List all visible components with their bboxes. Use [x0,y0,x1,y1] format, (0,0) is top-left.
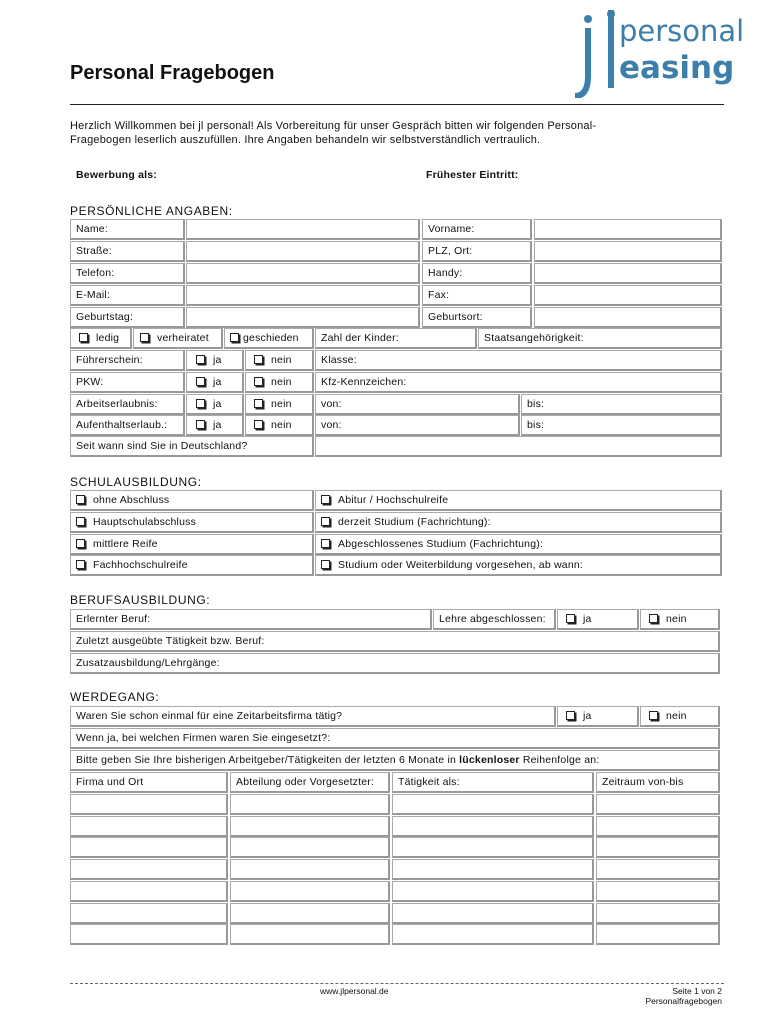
werdegang-row-6-abteilung-field[interactable] [230,903,390,924]
zusatz-label: Zusatzausbildung/Lehrgänge: [76,657,220,669]
col-firma-label: Firma und Ort [76,776,144,788]
bitte-text [76,754,599,766]
werdegang-row-7-taetigkeit-field[interactable] [392,924,594,945]
kfz-label: Kfz-Kennzeichen: [321,376,407,388]
checkbox-icon[interactable] [649,711,658,720]
werdegang-row-6-taetigkeit-field[interactable] [392,903,594,924]
checkbox-icon[interactable] [321,517,330,526]
verheiratet-label: verheiratet [157,332,209,344]
geburtsort-label-cell [422,307,532,328]
nein-label: nein [271,354,292,366]
schule-left-2-cell[interactable] [70,512,314,533]
logo [575,10,760,98]
lehre-nein-cell[interactable] [640,609,720,630]
arbeitserlaubnis-von-cell[interactable] [315,394,520,415]
section-werdegang-heading: WERDEGANG: [70,690,160,704]
email-label-cell [70,285,185,306]
footer-doc: Personalfragebogen [645,996,722,1006]
staat-cell[interactable] [478,328,722,349]
geschieden-label: geschieden [243,332,299,344]
werdegang-row-3-taetigkeit-field[interactable] [392,837,594,858]
schule-right-1-option[interactable] [321,494,448,506]
bitte-text-bold: lückenloser [459,754,520,766]
nein-label: nein [666,613,687,625]
handy-field[interactable] [534,263,722,284]
werdegang-row-7-firma-field[interactable] [70,924,228,945]
checkbox-icon[interactable] [649,614,658,623]
aufenthalt-nein-cell[interactable] [245,415,314,436]
aufenthalt-label-cell [70,415,185,436]
col-taetigkeit-header [392,772,594,793]
firmen-cell[interactable] [70,728,720,749]
kfz-cell[interactable] [315,372,722,393]
werdegang-row-5-firma-field[interactable] [70,881,228,902]
werdegang-row-6-firma-field[interactable] [70,903,228,924]
checkbox-icon[interactable] [230,333,239,342]
aufenthalt-von-cell[interactable] [315,415,520,436]
deutschland-label: Seit wann sind Sie in Deutschland? [76,440,248,452]
checkbox-icon[interactable] [254,399,263,408]
checkbox-icon[interactable] [566,711,575,720]
fuehrerschein-label: Führerschein: [76,354,143,366]
schule-left-3-option[interactable] [76,538,158,550]
ja-label: ja [213,354,222,366]
schule-right-2-label: derzeit Studium (Fachrichtung): [338,516,491,528]
lehre-label-cell [433,609,556,630]
ja-label: ja [583,613,592,625]
werdegang-row-4-taetigkeit-field[interactable] [392,859,594,880]
checkbox-icon[interactable] [254,377,263,386]
checkbox-icon[interactable] [321,560,330,569]
werdegang-row-2-firma-field[interactable] [70,816,228,837]
deutschland-label-cell [70,436,314,457]
fuehrerschein-nein-option[interactable] [254,354,292,366]
schule-left-2-label: Hauptschulabschluss [93,516,197,528]
aufenthalt-bis-cell[interactable] [521,415,722,436]
staat-label: Staatsangehörigkeit: [484,332,584,344]
aufenthalt-label: Aufenthaltserlaub.: [76,419,168,431]
ja-label: ja [213,398,222,410]
checkbox-icon[interactable] [321,539,330,548]
lehre-ja-cell[interactable] [557,609,639,630]
arbeitserlaubnis-ja-option[interactable] [196,398,222,410]
kinder-label: Zahl der Kinder: [321,332,399,344]
arbeitserlaubnis-bis-cell[interactable] [521,394,722,415]
zusatz-cell[interactable] [70,653,720,674]
footer-page: Seite 1 von 2 [672,986,722,996]
werdegang-row-1-taetigkeit-field[interactable] [392,794,594,815]
schule-right-4-option[interactable] [321,559,583,571]
plz-label-cell [422,241,532,262]
fuehrerschein-label-cell [70,350,185,371]
arbeitserlaubnis-label: Arbeitserlaubnis: [76,398,158,410]
pkw-nein-option[interactable] [254,376,292,388]
deutschland-field[interactable] [315,436,722,457]
bitte-cell [70,750,720,771]
checkbox-icon[interactable] [196,420,205,429]
col-zeitraum-label: Zeitraum von-bis [602,776,684,788]
strasse-label: Straße: [76,245,112,257]
vorname-label-cell [422,219,532,240]
checkbox-icon[interactable] [76,495,85,504]
lehre-ja-option[interactable] [566,613,592,625]
zeitarbeit-nein-cell[interactable] [640,706,720,727]
ledig-cell[interactable] [70,328,132,349]
geschieden-option[interactable] [230,332,299,344]
intro-text-1: Herzlich Willkommen bei jl personal! Als Vorbereitung für unser Gespräch bitten wir folgenden Personal- [70,120,597,132]
kinder-cell[interactable] [315,328,477,349]
schule-right-2-cell[interactable] [315,512,722,533]
checkbox-icon[interactable] [76,560,85,569]
checkbox-icon[interactable] [79,333,88,342]
ledig-label: ledig [96,332,120,344]
aufenthalt-ja-option[interactable] [196,419,222,431]
schule-left-1-cell[interactable] [70,490,314,511]
zuletzt-cell[interactable] [70,631,720,652]
fax-label-cell [422,285,532,306]
aufenthalt-ja-cell[interactable] [186,415,244,436]
telefon-field[interactable] [186,263,420,284]
firmen-label: Wenn ja, bei welchen Firmen waren Sie eingesetzt?: [76,732,331,744]
plz-field[interactable] [534,241,722,262]
section-schule-heading: SCHULAUSBILDUNG: [70,475,202,489]
nein-label: nein [271,376,292,388]
logo-text-personal: personal [619,14,745,48]
zeitarbeit-ja-option[interactable] [566,710,592,722]
lehre-label: Lehre abgeschlossen: [439,613,546,625]
pkw-nein-cell[interactable] [245,372,314,393]
verheiratet-cell[interactable] [133,328,223,349]
werdegang-row-3-zeitraum-field[interactable] [596,837,720,858]
checkbox-icon[interactable] [254,420,263,429]
telefon-label: Telefon: [76,267,115,279]
werdegang-row-2-abteilung-field[interactable] [230,816,390,837]
pkw-ja-option[interactable] [196,376,222,388]
werdegang-row-1-zeitraum-field[interactable] [596,794,720,815]
pkw-ja-cell[interactable] [186,372,244,393]
name-label: Name: [76,223,108,235]
schule-right-4-cell[interactable] [315,555,722,576]
schule-right-3-label: Abgeschlossenes Studium (Fachrichtung): [338,538,544,550]
email-label: E-Mail: [76,289,111,301]
telefon-label-cell [70,263,185,284]
bis-label: bis: [527,419,545,431]
zeitarbeit-cell [70,706,556,727]
bewerbung-label: Bewerbung als: [76,169,157,181]
title-rule [70,104,724,105]
logo-text-leasing: easing [619,50,735,86]
schule-right-4-label: Studium oder Weiterbildung vorgesehen, ab wann: [338,559,584,571]
ja-label: ja [213,376,222,388]
arbeitserlaubnis-nein-option[interactable] [254,398,292,410]
eintritt-label: Frühester Eintritt: [426,169,519,181]
werdegang-row-6-zeitraum-field[interactable] [596,903,720,924]
bis-label: bis: [527,398,545,410]
nein-label: nein [666,710,687,722]
pkw-label: PKW: [76,376,104,388]
geschieden-cell[interactable] [224,328,314,349]
fax-field[interactable] [534,285,722,306]
werdegang-row-3-firma-field[interactable] [70,837,228,858]
arbeitserlaubnis-label-cell [70,394,185,415]
werdegang-row-5-zeitraum-field[interactable] [596,881,720,902]
footer-url[interactable]: www.jlpersonal.de [320,986,389,996]
checkbox-icon[interactable] [196,399,205,408]
col-taetigkeit-label: Tätigkeit als: [398,776,460,788]
bitte-text-pre: Bitte geben Sie Ihre bisherigen Arbeitgeber/Tätigkeiten der letzten 6 Monate in [76,754,460,766]
klasse-label: Klasse: [321,354,357,366]
klasse-cell[interactable] [315,350,722,371]
werdegang-row-1-abteilung-field[interactable] [230,794,390,815]
checkbox-icon[interactable] [254,355,263,364]
section-beruf-heading: BERUFSAUSBILDUNG: [70,593,211,607]
werdegang-row-4-abteilung-field[interactable] [230,859,390,880]
fuehrerschein-ja-option[interactable] [196,354,222,366]
werdegang-row-3-abteilung-field[interactable] [230,837,390,858]
page-title: Personal Fragebogen [70,62,275,84]
schule-right-3-cell[interactable] [315,534,722,555]
werdegang-row-4-zeitraum-field[interactable] [596,859,720,880]
schule-right-1-cell[interactable] [315,490,722,511]
col-abteilung-label: Abteilung oder Vorgesetzter: [236,776,375,788]
checkbox-icon[interactable] [566,614,575,623]
werdegang-row-7-zeitraum-field[interactable] [596,924,720,945]
werdegang-row-2-zeitraum-field[interactable] [596,816,720,837]
fuehrerschein-nein-cell[interactable] [245,350,314,371]
erlernt-cell[interactable] [70,609,432,630]
section-personal-heading: PERSÖNLICHE ANGABEN: [70,204,233,218]
schule-left-4-option[interactable] [76,559,188,571]
arbeitserlaubnis-nein-cell[interactable] [245,394,314,415]
geburtsort-label: Geburtsort: [428,311,483,323]
strasse-field[interactable] [186,241,420,262]
schule-left-3-label: mittlere Reife [93,538,158,550]
checkbox-icon[interactable] [76,539,85,548]
name-label-cell [70,219,185,240]
verheiratet-option[interactable] [140,332,209,344]
schule-right-2-option[interactable] [321,516,491,528]
schule-left-2-option[interactable] [76,516,196,528]
checkbox-icon[interactable] [196,355,205,364]
ja-label: ja [583,710,592,722]
erlernt-label: Erlernter Beruf: [76,613,151,625]
werdegang-row-5-abteilung-field[interactable] [230,881,390,902]
strasse-label-cell [70,241,185,262]
vorname-field[interactable] [534,219,722,240]
checkbox-icon[interactable] [76,517,85,526]
geburtstag-label: Geburtstag: [76,311,134,323]
name-field[interactable] [186,219,420,240]
logo-jl-mark [575,10,625,98]
ja-label: ja [213,419,222,431]
zuletzt-label: Zuletzt ausgeübte Tätigkeit bzw. Beruf: [76,635,265,647]
schule-left-4-label: Fachhochschulreife [93,559,188,571]
werdegang-row-7-abteilung-field[interactable] [230,924,390,945]
nein-label: nein [271,398,292,410]
schule-right-3-option[interactable] [321,538,543,550]
werdegang-row-2-taetigkeit-field[interactable] [392,816,594,837]
geburtstag-field[interactable] [186,307,420,328]
schule-left-1-label: ohne Abschluss [93,494,170,506]
zeitarbeit-label: Waren Sie schon einmal für eine Zeitarbeitsfirma tätig? [76,710,343,722]
handy-label: Handy: [428,267,463,279]
schule-left-3-cell[interactable] [70,534,314,555]
zeitarbeit-nein-option[interactable] [649,710,687,722]
schule-left-1-option[interactable] [76,494,169,506]
arbeitserlaubnis-ja-cell[interactable] [186,394,244,415]
email-field[interactable] [186,285,420,306]
schule-left-4-cell[interactable] [70,555,314,576]
schule-right-1-label: Abitur / Hochschulreife [338,494,449,506]
von-label: von: [321,419,342,431]
fax-label: Fax: [428,289,450,301]
bitte-text-post: Reihenfolge an: [519,754,600,766]
von-label: von: [321,398,342,410]
zeitarbeit-ja-cell[interactable] [557,706,639,727]
plz-label: PLZ, Ort: [428,245,473,257]
werdegang-row-5-taetigkeit-field[interactable] [392,881,594,902]
pkw-label-cell [70,372,185,393]
geburtstag-label-cell [70,307,185,328]
ledig-option[interactable] [79,332,119,344]
handy-label-cell [422,263,532,284]
col-firma-header [70,772,228,793]
aufenthalt-nein-option[interactable] [254,419,292,431]
checkbox-icon[interactable] [321,495,330,504]
checkbox-icon[interactable] [196,377,205,386]
fuehrerschein-ja-cell[interactable] [186,350,244,371]
intro-text-2: Fragebogen leserlich auszufüllen. Ihre Angaben behandeln wir selbstverständlich vertraulich. [70,134,541,146]
werdegang-row-4-firma-field[interactable] [70,859,228,880]
col-abteilung-header [230,772,390,793]
col-zeitraum-header [596,772,720,793]
footer-rule [70,983,724,984]
werdegang-row-1-firma-field[interactable] [70,794,228,815]
geburtsort-field[interactable] [534,307,722,328]
lehre-nein-option[interactable] [649,613,687,625]
vorname-label: Vorname: [428,223,475,235]
nein-label: nein [271,419,292,431]
checkbox-icon[interactable] [140,333,149,342]
